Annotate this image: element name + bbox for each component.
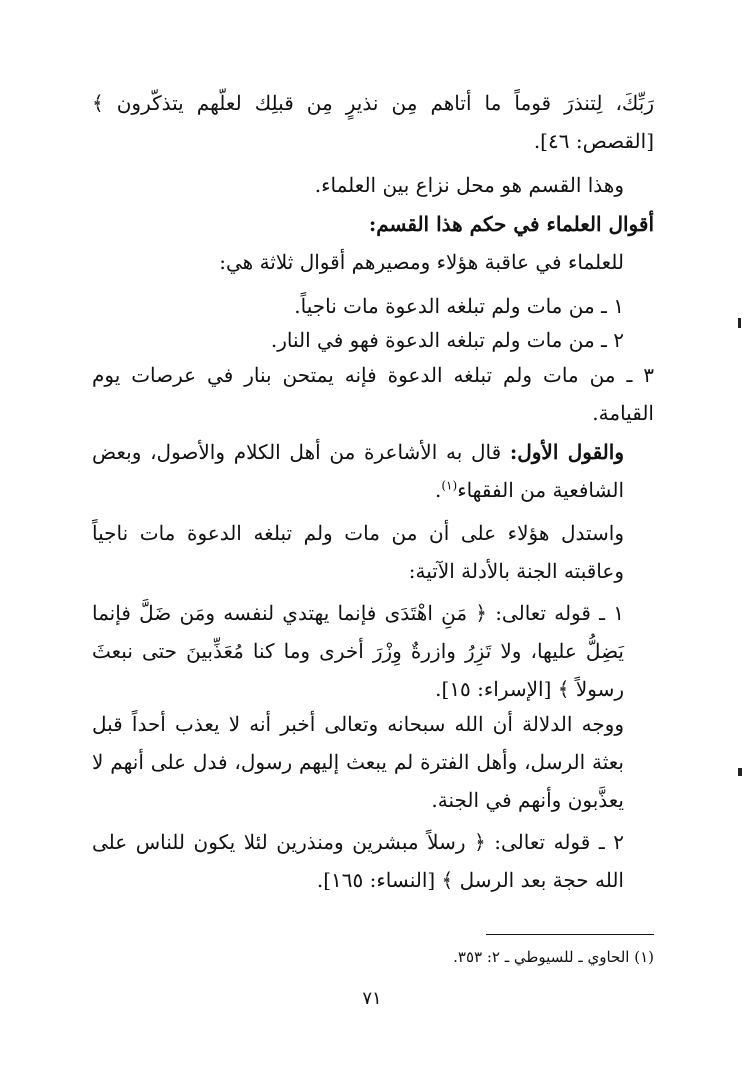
paragraph-evidence-2: ٢ ـ قوله تعالى: ﴿ رسلاً مبشرين ومنذرين لئلا يكون للناس على الله حجة بعد الرسل ﴾ [النساء: ١٦٥].: [92, 830, 624, 892]
paragraph-quran-verse-continuation: رَبِّكَ، لِتنذرَ قوماً ما أتاهم مِن نذيرٍ مِن قبلِك لعلّهم يتذكّرون ﴾ [القصص: ٤٦].: [92, 91, 654, 153]
list-item-opinion-2: ٢ ـ من مات ولم تبلغه الدعوة فهو في النار.: [270, 328, 624, 352]
paragraph-three-opinions-intro: للعلماء في عاقبة هؤلاء ومصيرهم أقوال ثلاثة هي:: [219, 250, 624, 274]
first-opinion-text: قال به الأشاعرة من أهل الكلام والأصول، وبعض الشافعية من الفقهاء: [92, 440, 624, 502]
paragraph-evidence-1: ١ ـ قوله تعالى: ﴿ مَنِ اهْتَدَى فإنما يهتدي لنفسه ومَن ضَلَّ فإنما يَضِلُّ عليها، ولا تَزِرُ وازرةٌ وِزْرَ أخرى وما كنا مُعَذِّبينَ حتى نبعثَ رسولاً ﴾ [الإسراء: ١٥].: [92, 601, 624, 701]
scan-edge-mark-bottom: [738, 768, 742, 776]
paragraph-evidence-intro: واستدل هؤلاء على أن من مات ولم تبلغه الدعوة مات ناجياً وعاقبته الجنة بالأدلة الآتية:: [92, 521, 624, 583]
paragraph-first-opinion: [92, 433, 654, 509]
section-heading-scholars-opinions: أقوال العلماء في حكم هذا القسم:: [368, 212, 654, 236]
footnote-reference: (١): [441, 478, 458, 493]
page-number: ٧١: [362, 988, 382, 1009]
scan-edge-mark-top: [738, 318, 741, 328]
list-item-opinion-1: ١ ـ من مات ولم تبلغه الدعوة مات ناجياً.: [294, 294, 624, 318]
footnote-divider: [486, 934, 654, 935]
first-opinion-label: والقول الأول:: [509, 440, 624, 464]
paragraph-evidence-1-explanation: ووجه الدلالة أن الله سبحانه وتعالى أخبر أنه لا يعذب أحداً قبل بعثة الرسل، وأهل الفترة لم يبعث إليهم رسول، فدل على أنهم لا يعذَّبون وأنهم في الجنة.: [92, 712, 624, 812]
footnote-text: (١) الحاوي ـ للسيوطي ـ ٢: ٣٥٣.: [453, 948, 654, 966]
first-opinion-end: .: [435, 478, 442, 502]
list-item-opinion-3: ٣ ـ من مات ولم تبلغه الدعوة فإنه يمتحن بنار في عرصات يوم القيامة.: [92, 363, 654, 425]
paragraph-dispute-statement: وهذا القسم هو محل نزاع بين العلماء.: [314, 173, 624, 197]
